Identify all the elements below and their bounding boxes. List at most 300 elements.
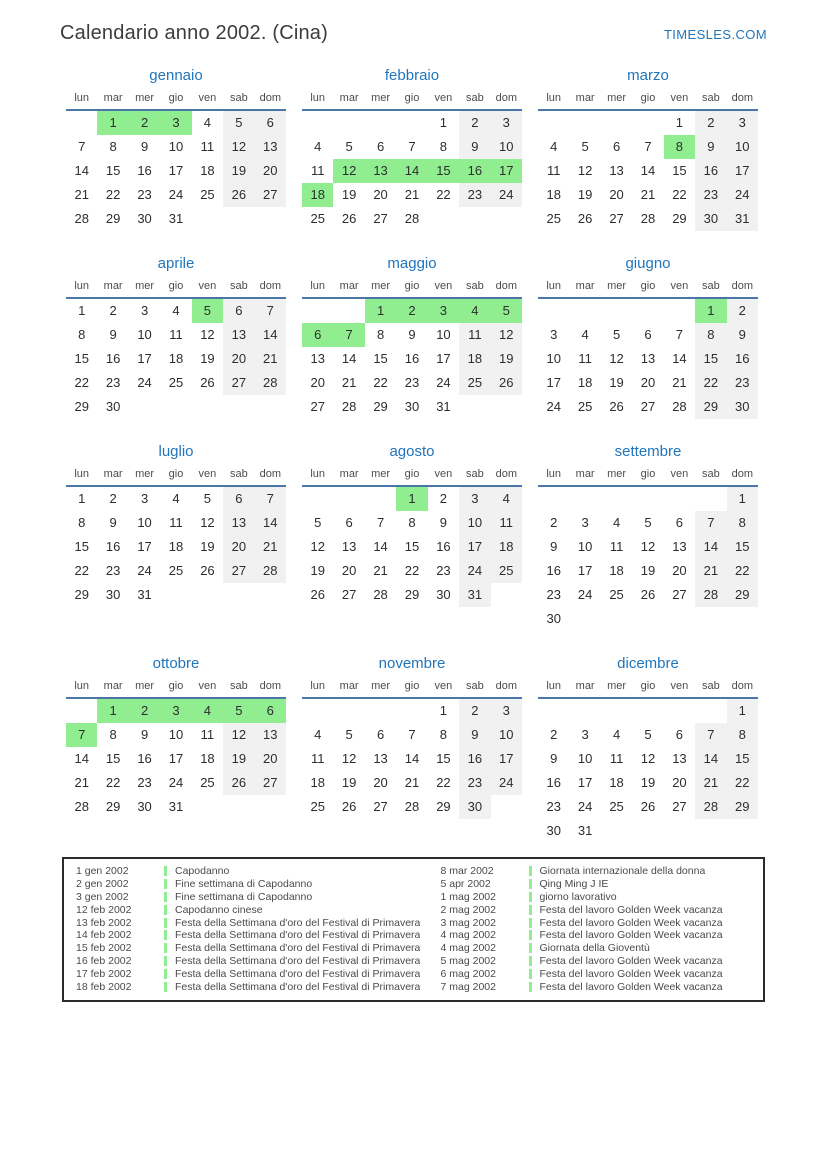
empty-cell [664, 487, 695, 511]
empty-cell [491, 207, 522, 231]
month-title[interactable]: febbraio [384, 67, 440, 84]
legend-box [62, 857, 765, 1002]
calendar-day: 6 [675, 727, 684, 742]
weekday-dom: dom [731, 680, 753, 692]
calendar-day: 11 [459, 323, 490, 347]
calendar-day: 6 [255, 111, 286, 135]
calendar-day: 2 [459, 699, 490, 723]
week-row [538, 347, 758, 371]
weekday-sab: sab [229, 92, 248, 104]
weekday-dom: dom [731, 280, 753, 292]
week-row [302, 535, 522, 559]
legend-date: 13 feb 2002 [76, 916, 132, 929]
calendar-day: 4 [314, 139, 322, 154]
legend-label: Festa della Settimana d'oro del Festival di Primavera [175, 954, 421, 967]
legend-label: Festa del lavoro Golden Week vacanza [539, 980, 723, 993]
month-title[interactable]: settembre [614, 443, 682, 460]
legend-date: 2 mag 2002 [440, 903, 496, 916]
calendar-day: 28 [640, 211, 656, 226]
brand-link[interactable]: TIMESLES.COM [663, 27, 767, 42]
calendar-day: 8 [109, 727, 117, 742]
month-title[interactable]: aprile [157, 255, 195, 272]
calendar-day: 20 [341, 563, 357, 578]
calendar-day: 3 [428, 299, 459, 323]
calendar-day: 23 [546, 799, 561, 814]
calendar-day: 18 [459, 347, 490, 371]
weekday-sab: sab [701, 468, 720, 480]
weekday-dom: dom [259, 280, 281, 292]
calendar-day: 21 [341, 375, 357, 390]
calendar-day: 12 [223, 723, 254, 747]
calendar-day: 28 [404, 211, 420, 226]
holiday-marker-bar [164, 943, 167, 953]
calendar-day: 1 [675, 115, 684, 130]
calendar-day: 27 [672, 587, 687, 602]
calendar-day: 1 [727, 699, 758, 723]
empty-cell [569, 699, 600, 723]
week-row [66, 347, 286, 371]
weekday-mer: mer [135, 468, 155, 480]
calendar-day: 7 [695, 511, 726, 535]
weekday-lun: lun [74, 680, 90, 692]
calendar-day: 25 [200, 187, 215, 202]
legend-date: 3 mag 2002 [440, 916, 496, 929]
legend-label: Qing Ming J IE [539, 878, 609, 891]
calendar-day: 25 [168, 563, 184, 578]
calendar-day: 4 [203, 115, 212, 130]
calendar-day: 8 [439, 139, 448, 154]
calendar-day: 28 [672, 399, 687, 414]
calendar-day: 18 [302, 183, 333, 207]
calendar-day: 23 [436, 563, 451, 578]
empty-cell [365, 487, 396, 511]
month-title[interactable]: novembre [378, 655, 446, 672]
calendar-day: 26 [640, 587, 656, 602]
legend-column-left [76, 865, 441, 993]
holiday-marker-bar [164, 879, 167, 889]
empty-cell [569, 299, 600, 323]
months-grid [66, 67, 767, 843]
calendar-day: 10 [727, 135, 758, 159]
weekday-gio: gio [640, 680, 656, 692]
legend-label: Fine settimana di Capodanno [175, 878, 313, 891]
weekday-mar: mar [339, 280, 359, 292]
weekday-sab: sab [701, 92, 720, 104]
week-row [538, 207, 758, 231]
holiday-marker-bar [529, 879, 532, 889]
legend-date: 14 feb 2002 [76, 929, 132, 942]
weekday-sab: sab [465, 92, 484, 104]
month-title[interactable]: dicembre [617, 655, 679, 672]
legend-label: Festa della Settimana d'oro del Festival di Primavera [175, 916, 421, 929]
holiday-marker-bar [164, 982, 167, 992]
calendar-day: 25 [609, 799, 624, 814]
calendar-day: 10 [436, 327, 451, 342]
calendar-day: 15 [727, 747, 758, 771]
calendar-day: 13 [609, 163, 624, 178]
calendar-day: 21 [255, 347, 286, 371]
weekday-header-row [302, 90, 522, 111]
calendar-day: 30 [546, 611, 561, 626]
legend-row [76, 942, 441, 955]
weekday-sab: sab [465, 280, 484, 292]
calendar-day: 10 [491, 135, 522, 159]
calendar-day: 12 [310, 539, 325, 554]
calendar-day: 24 [546, 399, 561, 414]
calendar-day: 27 [341, 587, 357, 602]
holiday-marker-bar [529, 866, 532, 876]
legend-label: Festa della Settimana d'oro del Festival di Primavera [175, 967, 421, 980]
calendar-day: 19 [609, 375, 624, 390]
empty-cell [160, 583, 191, 607]
legend-row [76, 967, 441, 980]
calendar-day: 29 [727, 795, 758, 819]
weekday-gio: gio [168, 92, 184, 104]
legend-date: 1 mag 2002 [440, 890, 496, 903]
weekday-header-row [538, 90, 758, 111]
calendar-day: 26 [609, 399, 624, 414]
calendar-day: 7 [333, 323, 364, 347]
weekday-dom: dom [731, 468, 753, 480]
empty-cell [632, 487, 663, 511]
calendar-day: 28 [255, 371, 286, 395]
weekday-mer: mer [371, 468, 391, 480]
calendar-day: 3 [160, 111, 191, 135]
legend-label: Festa della Settimana d'oro del Festival di Primavera [175, 980, 421, 993]
calendar-day: 30 [137, 799, 152, 814]
calendar-day: 16 [105, 351, 121, 366]
calendar-day: 22 [695, 371, 726, 395]
calendar-day: 27 [255, 771, 286, 795]
holiday-marker-bar [164, 956, 167, 966]
calendar-day: 17 [491, 159, 522, 183]
empty-cell [601, 299, 632, 323]
calendar-day: 8 [78, 515, 86, 530]
weekday-mar: mar [339, 92, 359, 104]
calendar-day: 22 [436, 775, 451, 790]
calendar-day: 12 [640, 751, 656, 766]
calendar-day: 21 [672, 375, 687, 390]
calendar-day: 30 [436, 587, 451, 602]
empty-cell [569, 487, 600, 511]
empty-cell [632, 111, 663, 135]
calendar-day: 19 [223, 159, 254, 183]
weekday-header-row [302, 678, 522, 699]
weekday-header-row [538, 278, 758, 299]
calendar-day: 5 [314, 515, 322, 530]
calendar-day: 10 [577, 539, 593, 554]
legend-label: Festa della Settimana d'oro del Festival di Primavera [175, 929, 421, 942]
calendar-day: 2 [129, 699, 160, 723]
calendar-day: 20 [672, 775, 687, 790]
empty-cell [333, 487, 364, 511]
week-row [302, 795, 522, 819]
holiday-marker-bar [529, 982, 532, 992]
empty-cell [538, 299, 569, 323]
legend-date: 16 feb 2002 [76, 954, 132, 967]
calendar-day: 31 [577, 823, 593, 838]
legend-row [441, 967, 752, 980]
week-row [302, 299, 522, 323]
weekday-gio: gio [404, 468, 420, 480]
calendar-day: 19 [310, 563, 325, 578]
week-row [302, 723, 522, 747]
calendar-day: 27 [373, 211, 388, 226]
weekday-mer: mer [607, 680, 627, 692]
calendar-day: 3 [140, 303, 149, 318]
weekday-gio: gio [168, 280, 184, 292]
calendar-day: 9 [695, 135, 726, 159]
week-row [538, 747, 758, 771]
calendar-day: 19 [200, 539, 215, 554]
empty-cell [491, 795, 522, 819]
page-title: Calendario anno 2002. (Cina) [60, 22, 328, 44]
calendar-day: 3 [581, 515, 589, 530]
weekday-ven: ven [670, 92, 689, 104]
calendar-day: 12 [491, 323, 522, 347]
holiday-marker-bar [529, 905, 532, 915]
calendar-day: 13 [255, 723, 286, 747]
calendar-day: 14 [640, 163, 656, 178]
calendar-day: 24 [436, 375, 451, 390]
legend-date: 2 gen 2002 [76, 878, 129, 891]
calendar-day: 24 [491, 183, 522, 207]
calendar-day: 2 [459, 111, 490, 135]
legend-row [441, 878, 752, 891]
legend-row [76, 916, 441, 929]
empty-cell [601, 699, 632, 723]
calendar-day: 31 [137, 587, 152, 602]
empty-cell [632, 607, 663, 631]
calendar-day: 9 [140, 727, 149, 742]
calendar-day: 10 [459, 511, 490, 535]
month-febbraio [302, 67, 522, 231]
calendar-day: 21 [74, 187, 89, 202]
calendar-day: 23 [727, 371, 758, 395]
empty-cell [428, 207, 459, 231]
calendar-day: 5 [491, 299, 522, 323]
calendar-day: 1 [97, 699, 128, 723]
week-row [66, 699, 286, 723]
calendar-day: 12 [333, 159, 364, 183]
calendar-day: 10 [491, 723, 522, 747]
calendar-day: 3 [727, 111, 758, 135]
calendar-day: 12 [609, 351, 624, 366]
weekday-sab: sab [229, 280, 248, 292]
empty-cell [255, 207, 286, 231]
calendar-day: 23 [137, 775, 152, 790]
holiday-marker-bar [529, 956, 532, 966]
calendar-day: 17 [436, 351, 451, 366]
weekday-header-row [302, 466, 522, 487]
calendar-day: 20 [223, 347, 254, 371]
calendar-day: 13 [672, 751, 687, 766]
calendar-day: 4 [612, 515, 621, 530]
calendar-day: 14 [255, 511, 286, 535]
calendar-day: 1 [78, 303, 86, 318]
weekday-dom: dom [259, 468, 281, 480]
month-title[interactable]: maggio [387, 255, 437, 272]
calendar-day: 16 [459, 159, 490, 183]
calendar-day: 6 [612, 139, 621, 154]
calendar-day: 5 [581, 139, 589, 154]
weekday-gio: gio [640, 468, 656, 480]
empty-cell [569, 111, 600, 135]
week-row [538, 323, 758, 347]
calendar-day: 17 [137, 539, 152, 554]
month-gennaio [66, 67, 286, 231]
calendar-day: 19 [341, 775, 357, 790]
calendar-day: 17 [168, 751, 184, 766]
weekday-lun: lun [310, 468, 326, 480]
calendar-day: 8 [109, 139, 117, 154]
calendar-day: 20 [373, 775, 388, 790]
calendar-day: 11 [200, 139, 215, 154]
calendar-day: 5 [203, 491, 212, 506]
calendar-day: 28 [373, 587, 388, 602]
weekday-dom: dom [731, 92, 753, 104]
empty-cell [192, 583, 223, 607]
month-title[interactable]: giugno [625, 255, 671, 272]
week-row [302, 371, 522, 395]
week-row [538, 111, 758, 135]
legend-label: Festa del lavoro Golden Week vacanza [539, 916, 723, 929]
calendar-day: 16 [695, 159, 726, 183]
calendar-day: 16 [727, 347, 758, 371]
empty-cell [192, 795, 223, 819]
weekday-ven: ven [434, 280, 453, 292]
calendar-day: 20 [255, 747, 286, 771]
empty-cell [538, 487, 569, 511]
week-row [66, 395, 286, 419]
empty-cell [727, 819, 758, 843]
month-title[interactable]: gennaio [149, 67, 203, 84]
calendar-day: 7 [408, 139, 416, 154]
week-row [66, 795, 286, 819]
calendar-day: 18 [609, 775, 624, 790]
calendar-day: 16 [436, 539, 451, 554]
calendar-day: 1 [78, 491, 86, 506]
weekday-mer: mer [607, 468, 627, 480]
week-row [302, 583, 522, 607]
calendar-day: 1 [439, 115, 448, 130]
week-row [66, 299, 286, 323]
calendar-day: 5 [612, 327, 621, 342]
calendar-day: 23 [137, 187, 152, 202]
calendar-day: 17 [577, 563, 593, 578]
calendar-day: 7 [695, 723, 726, 747]
calendar-day: 4 [491, 487, 522, 511]
calendar-day: 29 [727, 583, 758, 607]
week-row [302, 511, 522, 535]
calendar-day: 9 [109, 515, 117, 530]
holiday-marker-bar [529, 969, 532, 979]
weekday-lun: lun [74, 468, 90, 480]
weekday-mar: mar [575, 280, 595, 292]
calendar-day: 22 [436, 187, 451, 202]
week-row [302, 159, 522, 183]
weekday-header-row [538, 466, 758, 487]
calendar-day: 17 [491, 747, 522, 771]
calendar-day: 19 [341, 187, 357, 202]
holiday-marker-bar [529, 892, 532, 902]
weekday-gio: gio [404, 280, 420, 292]
calendar-day: 11 [491, 511, 522, 535]
week-row [302, 395, 522, 419]
month-title[interactable]: marzo [627, 67, 669, 84]
calendar-day: 17 [577, 775, 593, 790]
empty-cell [695, 487, 726, 511]
empty-cell [333, 299, 364, 323]
weekday-ven: ven [198, 92, 217, 104]
calendar-day: 22 [373, 375, 388, 390]
calendar-day: 30 [695, 207, 726, 231]
legend-label: Fine settimana di Capodanno [175, 890, 313, 903]
calendar-day: 28 [74, 799, 89, 814]
calendar-day: 30 [105, 587, 121, 602]
legend-label: Festa del lavoro Golden Week vacanza [539, 967, 723, 980]
calendar-day: 10 [546, 351, 561, 366]
empty-cell [302, 299, 333, 323]
calendar-day: 8 [727, 723, 758, 747]
month-title[interactable]: agosto [389, 443, 435, 460]
calendar-day: 3 [581, 727, 589, 742]
calendar-day: 29 [404, 587, 420, 602]
calendar-day: 20 [609, 187, 624, 202]
empty-cell [695, 607, 726, 631]
calendar-day: 19 [577, 187, 593, 202]
weekday-gio: gio [404, 92, 420, 104]
weekday-header-row [538, 678, 758, 699]
weekday-mer: mer [135, 280, 155, 292]
calendar-day: 11 [169, 327, 183, 342]
month-title[interactable]: luglio [158, 443, 194, 460]
calendar-day: 26 [200, 563, 215, 578]
holiday-marker-bar [529, 918, 532, 928]
calendar-day: 15 [373, 351, 388, 366]
calendar-day: 9 [727, 323, 758, 347]
calendar-day: 20 [223, 535, 254, 559]
legend-row [76, 878, 441, 891]
calendar-day: 21 [640, 187, 656, 202]
weekday-ven: ven [198, 280, 217, 292]
weekday-header-row [302, 278, 522, 299]
legend-row [76, 955, 441, 968]
week-row [538, 819, 758, 843]
week-row [538, 607, 758, 631]
empty-cell [601, 607, 632, 631]
weekday-ven: ven [198, 680, 217, 692]
calendar-day: 4 [612, 727, 621, 742]
calendar-day: 21 [74, 775, 89, 790]
month-title[interactable]: ottobre [152, 655, 200, 672]
weekday-header-row [66, 90, 286, 111]
calendar-day: 11 [546, 163, 561, 178]
calendar-day: 27 [255, 183, 286, 207]
empty-cell [459, 395, 490, 419]
month-dicembre [538, 655, 758, 843]
empty-cell [632, 819, 663, 843]
empty-cell [727, 607, 758, 631]
calendar-day: 11 [609, 751, 624, 766]
empty-cell [192, 395, 223, 419]
week-row [538, 723, 758, 747]
weekday-gio: gio [640, 92, 656, 104]
calendar-day: 24 [168, 187, 184, 202]
calendar-day: 4 [459, 299, 490, 323]
calendar-day: 8 [376, 327, 385, 342]
calendar-day: 2 [129, 111, 160, 135]
